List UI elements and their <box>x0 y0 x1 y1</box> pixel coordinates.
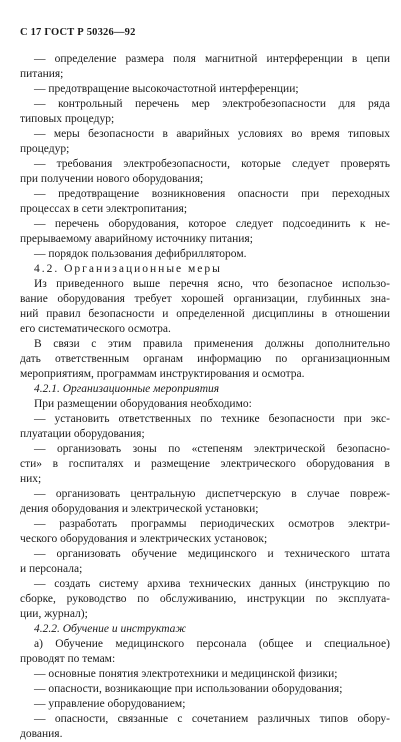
text-line: — разработать программы периодических осмотров электри- <box>34 518 390 530</box>
text-line: дать ответственным органам информацию по организационным <box>20 353 390 365</box>
text-line: его систематического осмотра. <box>20 323 171 335</box>
text-line: них; <box>20 473 42 485</box>
text-line: плуатации оборудования; <box>20 428 145 440</box>
text-line: — основные понятия электротехники и медицинской физики; <box>34 668 338 680</box>
text-line: 4.2.1. Организационные мероприятия <box>34 383 220 395</box>
text-line: сборке, руководство по обслуживанию, инструкции по эксплуата- <box>20 593 390 605</box>
text-line: — порядок пользования дефибриллятором. <box>34 248 247 260</box>
text-line: — установить ответственных по технике безопасности при экс- <box>34 413 390 425</box>
text-line: при получении нового оборудования; <box>20 173 204 185</box>
text-line: 4.2. Организационные меры <box>34 263 222 275</box>
text-line: ний правил безопасности и определенной дисциплины в отношении <box>20 308 390 320</box>
text-line: проводят по темам: <box>20 653 116 665</box>
text-line: — меры безопасности в аварийных условиях во время типовых <box>34 128 390 140</box>
text-line: ции, журнал); <box>20 608 88 620</box>
text-line: — контрольный перечень мер электробезопасности для ряда <box>34 98 390 110</box>
text-line: — требования электробезопасности, которые следует проверять <box>34 158 390 170</box>
text-line: — предотвращение высокочастотной интерференции; <box>34 83 299 95</box>
text-line: ческого оборудования и электрических установок; <box>20 533 268 545</box>
text-line: В связи с этим правила применения должны дополнительно <box>34 338 390 350</box>
document-body <box>20 52 390 742</box>
text-line: — перечень оборудования, которое следует подсоединить к не- <box>34 218 390 230</box>
text-line: — организовать зоны по «степеням электрической безопасно- <box>34 443 390 455</box>
text-line: — опасности, связанные с сочетанием различных типов обору- <box>34 713 390 725</box>
text-line: 4.2.2. Обучение и инструктаж <box>34 623 187 635</box>
text-line: При размещении оборудования необходимо: <box>34 398 252 410</box>
text-line: Из приведенного выше перечня ясно, что безопасное использо- <box>34 278 390 290</box>
text-line: сти» в госпиталях и размещение электрического оборудования в <box>20 458 390 470</box>
text-line: а) Обучение медицинского персонала (общее и специальное) <box>34 638 390 650</box>
text-line: — создать систему архива технических данных (инструкцию по <box>34 578 390 590</box>
text-line: — управление оборудованием; <box>34 698 186 710</box>
text-line: — организовать центральную диспетчерскую в случае повреж- <box>34 488 390 500</box>
text-line: типовых процедур; <box>20 113 115 125</box>
text-line: — организовать обучение медицинского и технического штата <box>34 548 390 560</box>
text-line: вание оборудования требует хорошей организации, глубинных зна- <box>20 293 390 305</box>
text-line: дения оборудования и электрической установки; <box>20 503 259 515</box>
text-line: мероприятиям, программам инструктирования и осмотра. <box>20 368 305 380</box>
text-line: — опасности, возникающие при использовании оборудования; <box>34 683 343 695</box>
text-line: процедур; <box>20 143 70 155</box>
text-line: дования. <box>20 728 63 740</box>
text-line: питания; <box>20 68 64 80</box>
page-header: С 17 ГОСТ Р 50326—92 <box>20 27 136 38</box>
text-line: прерываемому аварийному источнику питания; <box>20 233 253 245</box>
text-line: и персонала; <box>20 563 83 575</box>
text-line: процессах в сети электропитания; <box>20 203 188 215</box>
text-line: — определение размера поля магнитной интерференции в цепи <box>34 53 390 65</box>
text-line: — предотвращение возникновения опасности при переходных <box>34 188 390 200</box>
